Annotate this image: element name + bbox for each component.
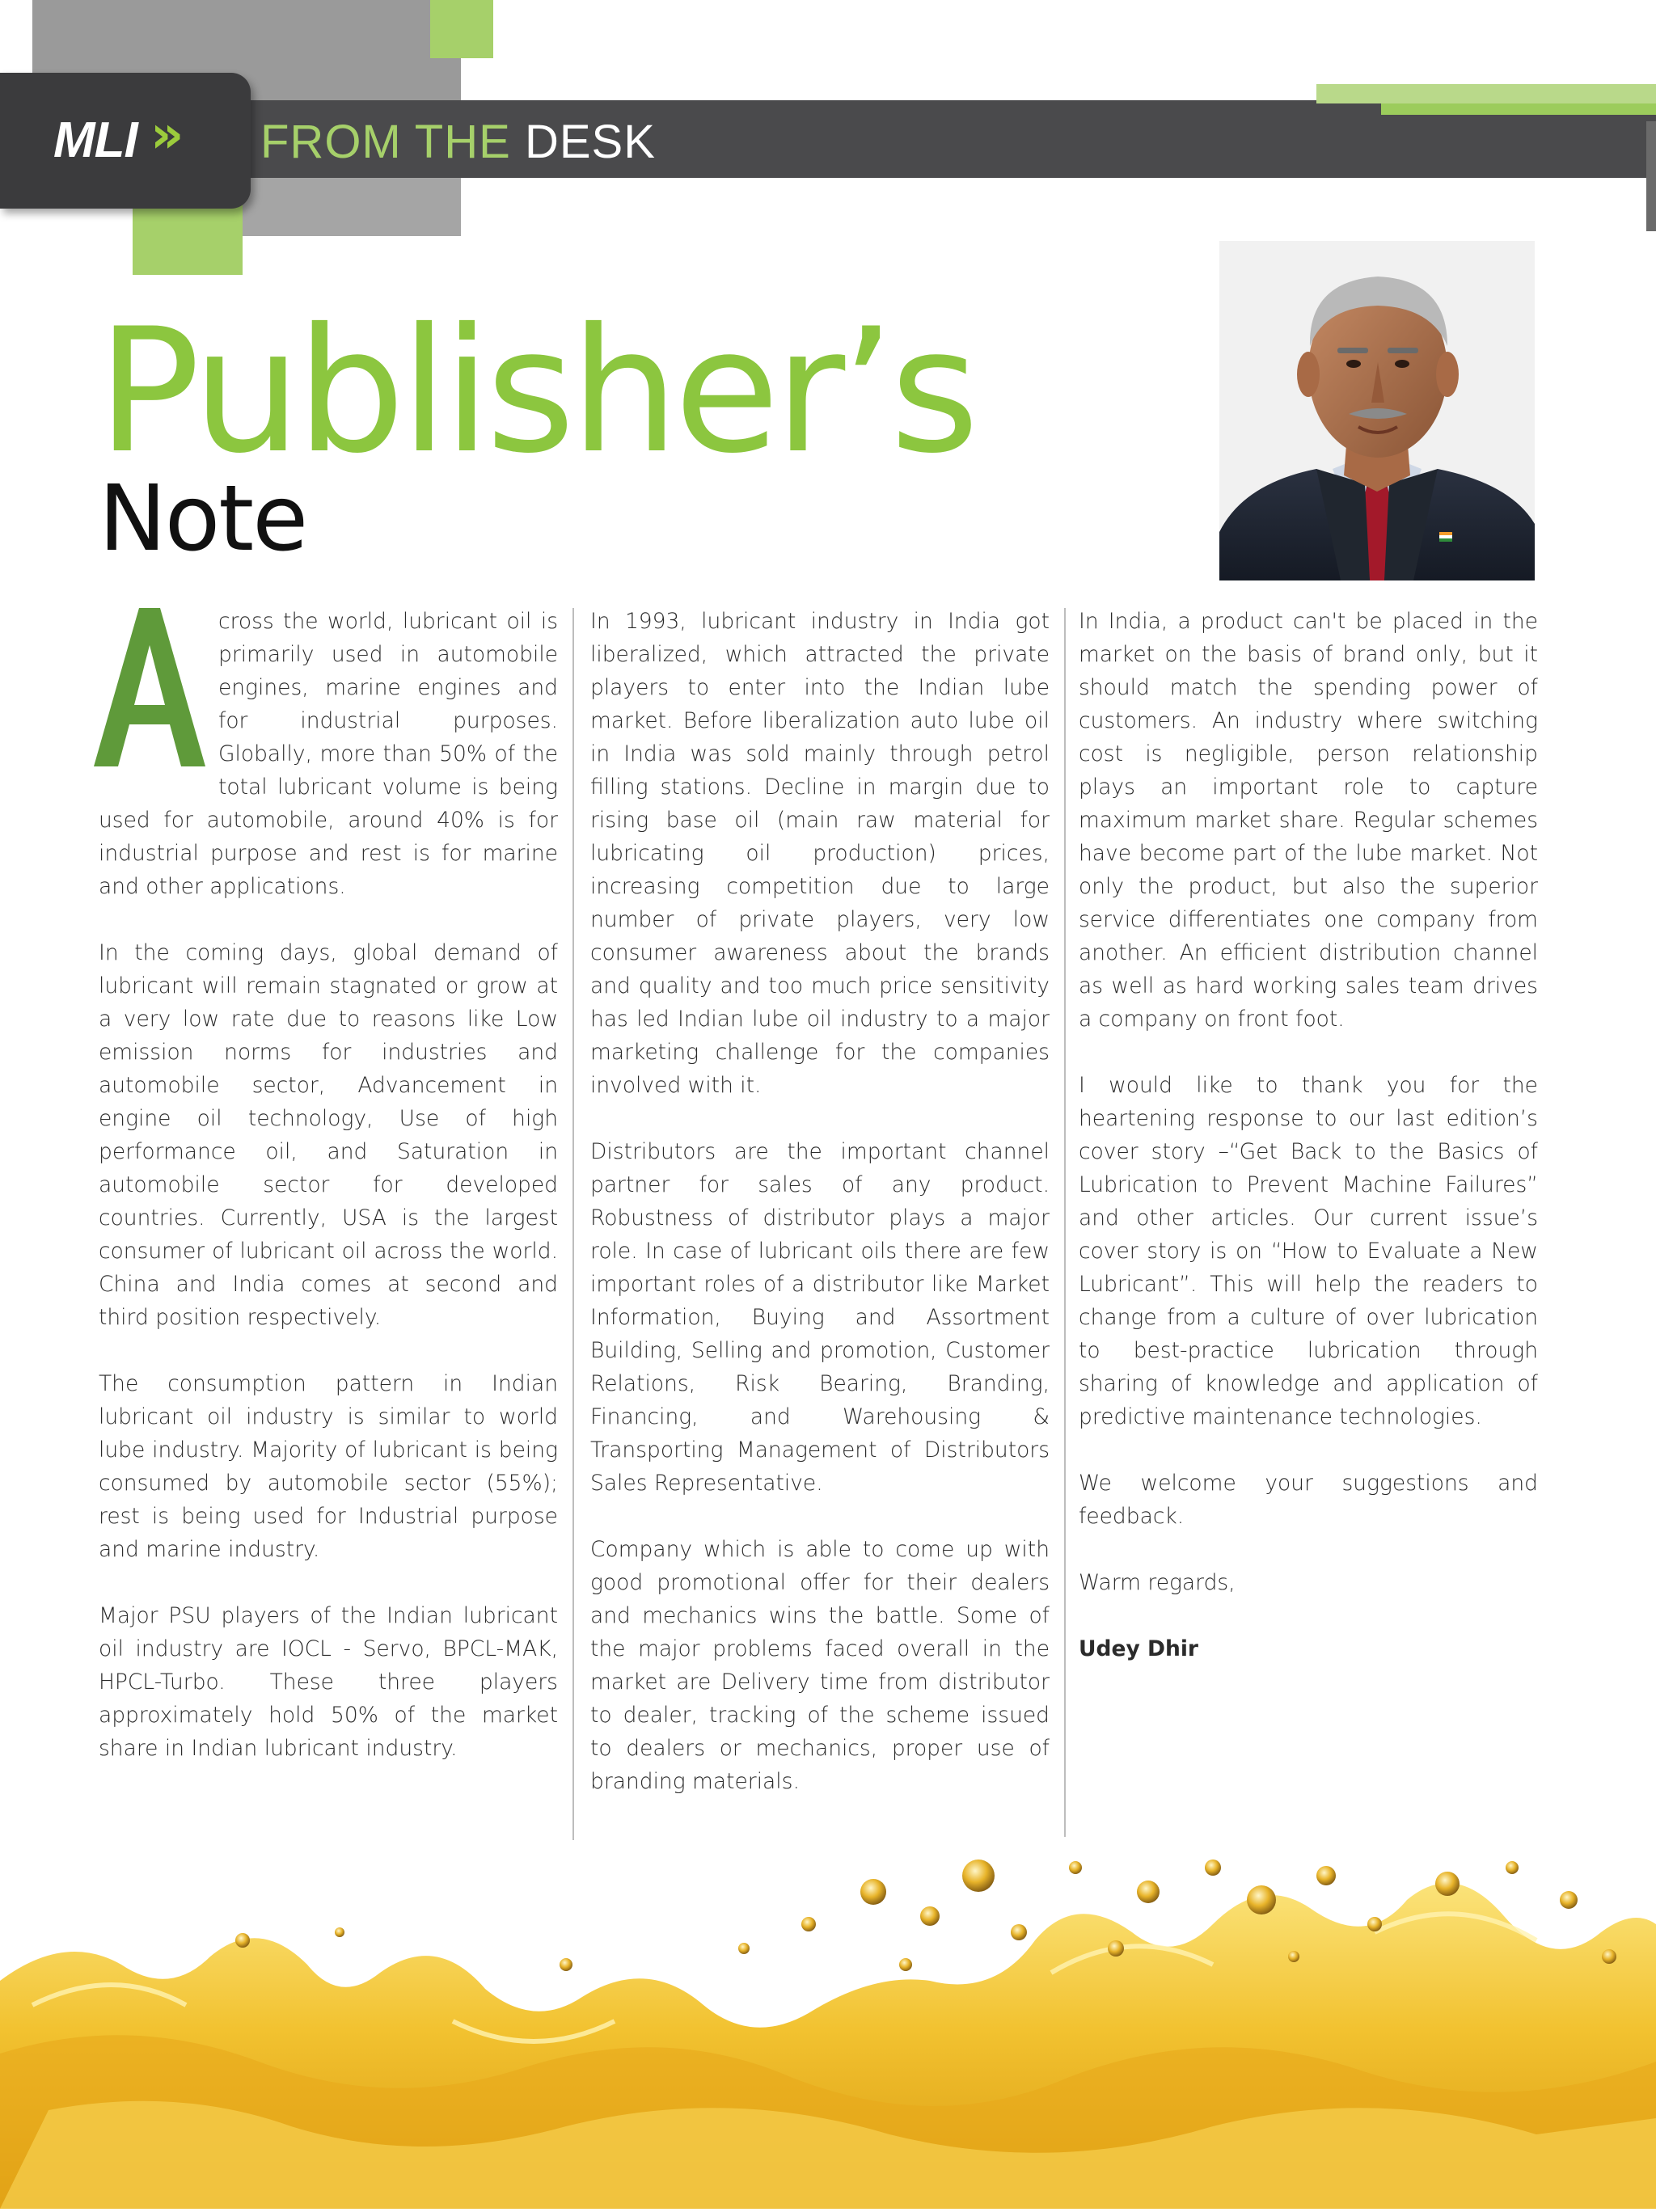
article-column-1	[92, 602, 558, 1798]
header-green-stripe-right	[1316, 84, 1656, 103]
header-chevron-icon: »	[150, 105, 184, 165]
drop-cap-letter-icon	[92, 602, 207, 773]
paragraph-5: In 1993, lubricant industry in India got liberalized, which attracted the private players to enter into the Indian lube market. Before liberalization auto lube oil in India was sold mainly through petrol filling stations. Decline in margin due to rising base oil (main raw material for lubricating oil production) prices, increasing competition due to large number of private players, very low consumer awareness about the brands and quality and too much price sensitivity has led Indian lube oil industry to a major marketing challenge for the companies involved with it.	[590, 609, 1050, 1098]
drop-cap	[92, 602, 207, 773]
section-title-part-b: DESK	[524, 116, 656, 168]
article-column-3	[1079, 605, 1538, 1699]
column-divider-1	[572, 608, 574, 1840]
column-divider-2	[1064, 608, 1066, 1837]
paragraph-11: Warm regards,	[1079, 1570, 1236, 1595]
paragraph-6: Distributors are the important channel partner for sales of any product. Robustness of distributor plays a major role. In case of lubricant oils there are few important roles of a distributor like Market Information, Buying and Assortment Building, Selling and promotion, Customer Relations, Risk Bearing, Branding, Financing, and Warehousing & Transporting Management of Distributors Sales Representative.	[590, 1139, 1050, 1496]
person-photo-icon	[1219, 241, 1535, 580]
paragraph-4: Major PSU players of the Indian lubricant oil industry are IOCL - Servo, BPCL-MAK, HPCL-Turbo. These three players approximately hold 50% of the market share in Indian lubricant industry.	[99, 1603, 558, 1761]
paragraph-8: In India, a product can't be placed in the market on the basis of brand only, but it should match the spending power of customers. An industry where switching cost is negligible, person relationship plays an important role to capture maximum market share. Regular schemes have become part of the lube market. Not only the product, but also the superior service differentiates one company from another. An efficient distribution channel as well as hard working sales team drives a company on front foot.	[1079, 609, 1538, 1032]
page-title-line-1: Publisher’s	[97, 291, 975, 491]
section-title	[260, 115, 656, 169]
header-grey-block-bottom	[243, 178, 461, 236]
oil-splash-image	[0, 1843, 1656, 2209]
header-green-block-top	[430, 0, 493, 58]
paragraph-9: I would like to thank you for the heartening response to our last edition’s cover story –“Get Back to the Basics of Lubrication to Prevent Machine Failures” and other articles. Our current issue’s cover story is on “How to Evaluate a New Lubricant”. This will help the readers to change from a culture of over lubrication to best-practice lubrication through sharing of knowledge and application of predictive maintenance technologies.	[1079, 1073, 1538, 1429]
paragraph-3: The consumption pattern in Indian lubricant oil industry is similar to world lube industry. Majority of lubricant is being consumed by automobile sector (55%); rest is being used for Industrial purpose and marine industry.	[99, 1371, 558, 1562]
paragraph-1-text: cross the world, lubricant oil is primarily used in automobile engines, marine engines and for industrial purposes. Globally, more than 50% of the total lubricant volume is being used for automobile, around 40% is for industrial purpose and rest is for marine and other applications.	[99, 609, 558, 899]
paragraph-2: In the coming days, global demand of lubricant will remain stagnated or grow at a very low rate due to reasons like Low emission norms for industries and automobile sector, Advancement in engine oil technology, Use of high performance oil, and Saturation in automobile sector for developed countries. Currently, USA is the largest consumer of lubricant oil across the world. China and India comes at second and third position respectively.	[99, 940, 558, 1330]
paragraph-7: Company which is able to come up with good promotional offer for their dealers and mechanics wins the battle. Some of the major problems faced overall in the market are Delivery time from distributor to dealer, tracking of the scheme issued to dealers or mechanics, proper use of branding materials.	[590, 1537, 1050, 1794]
paragraph-1	[92, 602, 558, 903]
oil-splash-icon	[0, 1843, 1656, 2209]
section-title-part-a: FROM THE	[260, 116, 525, 168]
signature: Udey Dhir	[1079, 1636, 1198, 1661]
paragraph-10: We welcome your suggestions and feedback.	[1079, 1471, 1538, 1529]
header-right-mark	[1646, 121, 1656, 231]
publisher-portrait	[1219, 241, 1535, 580]
header-green-stripe-right-2	[1381, 103, 1656, 115]
page-title-line-2: Note	[99, 466, 307, 572]
header-badge-label: MLI	[53, 112, 137, 168]
article-column-2	[590, 605, 1050, 1831]
